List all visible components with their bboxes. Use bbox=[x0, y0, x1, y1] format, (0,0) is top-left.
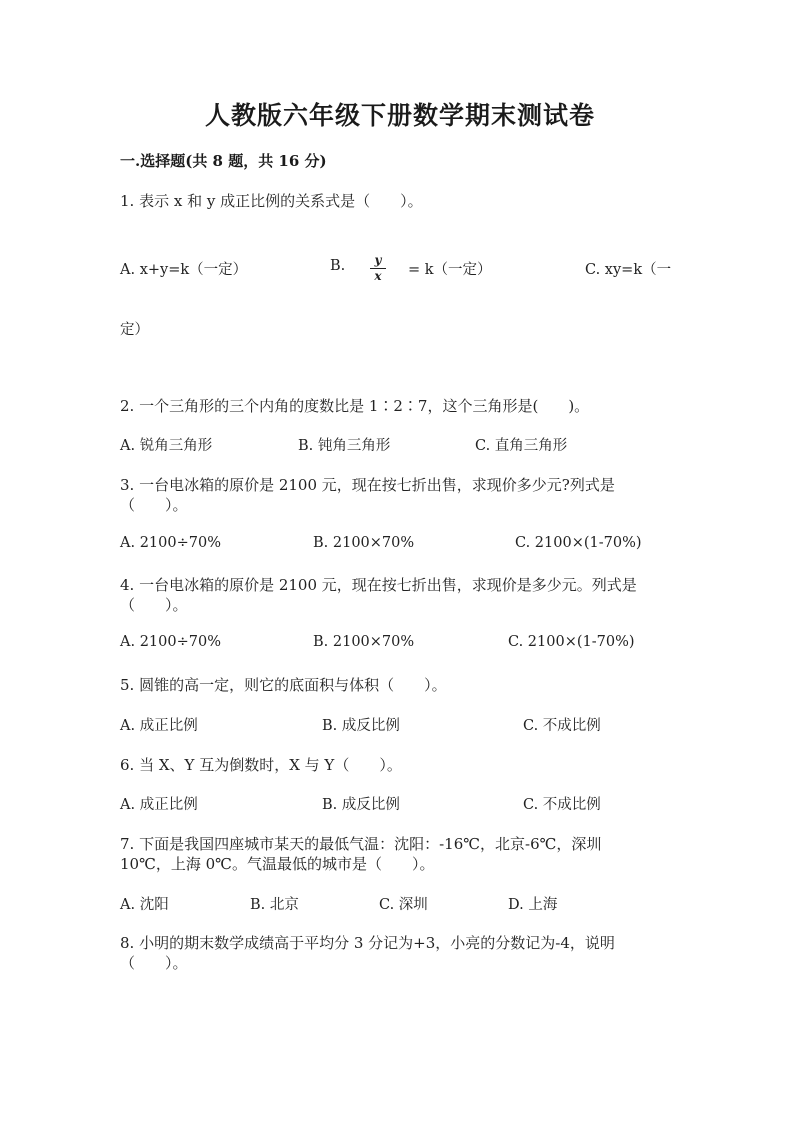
page-title: 人教版六年级下册数学期末测试卷 bbox=[204, 101, 595, 130]
question-1-option-c-continued: 定） bbox=[120, 322, 149, 338]
question-2-option-b: B. 钝角三角形 bbox=[298, 438, 391, 454]
question-3-stem-continued: （ ）。 bbox=[120, 496, 188, 514]
question-7-stem-continued: 10℃，上海 0℃。气温最低的城市是（ ）。 bbox=[120, 855, 435, 873]
question-7-option-a: A. 沈阳 bbox=[120, 897, 169, 913]
question-7-option-b: B. 北京 bbox=[250, 897, 299, 913]
fraction-numerator: y bbox=[374, 253, 382, 267]
question-7-stem: 7. 下面是我国四座城市某天的最低气温：沈阳：-16℃，北京-6℃，深圳 bbox=[120, 835, 602, 853]
question-3-stem: 3. 一台电冰箱的原价是 2100 元，现在按七折出售，求现价多少元?列式是 bbox=[120, 476, 615, 494]
question-4-option-b: B. 2100×70% bbox=[313, 634, 415, 650]
question-1-option-b-text: = k（一定） bbox=[408, 262, 492, 278]
question-1-option-b-label: B. bbox=[330, 258, 346, 274]
question-8-stem-continued: （ ）。 bbox=[120, 954, 188, 972]
question-5-option-c: C. 不成比例 bbox=[523, 718, 601, 734]
question-5-option-a: A. 成正比例 bbox=[120, 718, 198, 734]
section-heading: 一.选择题(共 8 题，共 16 分) bbox=[120, 152, 327, 170]
question-6-option-c: C. 不成比例 bbox=[523, 797, 601, 813]
question-2-option-a: A. 锐角三角形 bbox=[120, 438, 213, 454]
question-8-stem: 8. 小明的期末数学成绩高于平均分 3 分记为+3，小亮的分数记为-4，说明 bbox=[120, 934, 615, 952]
question-1-option-a: A. x+y=k（一定） bbox=[120, 262, 248, 278]
question-2-option-c: C. 直角三角形 bbox=[475, 438, 568, 454]
question-7-option-d: D. 上海 bbox=[508, 897, 558, 913]
question-4-stem-continued: （ ）。 bbox=[120, 596, 188, 614]
question-4-option-a: A. 2100÷70% bbox=[120, 634, 221, 650]
question-1-option-b-fraction bbox=[370, 254, 386, 283]
question-3-option-a: A. 2100÷70% bbox=[120, 535, 221, 551]
question-3-option-c: C. 2100×(1-70%) bbox=[515, 535, 642, 551]
question-1-stem: 1. 表示 x 和 y 成正比例的关系式是（ ）。 bbox=[120, 192, 423, 210]
question-7-option-c: C. 深圳 bbox=[379, 897, 428, 913]
question-4-option-c: C. 2100×(1-70%) bbox=[508, 634, 635, 650]
question-4-stem: 4. 一台电冰箱的原价是 2100 元，现在按七折出售，求现价是多少元。列式是 bbox=[120, 576, 637, 594]
question-2-stem: 2. 一个三角形的三个内角的度数比是 1∶2∶7，这个三角形是( )。 bbox=[120, 397, 590, 415]
question-3-option-b: B. 2100×70% bbox=[313, 535, 415, 551]
question-6-option-a: A. 成正比例 bbox=[120, 797, 198, 813]
question-6-stem: 6. 当 X、Y 互为倒数时，X 与 Y（ ）。 bbox=[120, 756, 402, 774]
question-5-stem: 5. 圆锥的高一定，则它的底面积与体积（ ）。 bbox=[120, 676, 447, 694]
question-1-option-c: C. xy=k（一 bbox=[585, 262, 672, 278]
fraction-denominator: x bbox=[374, 269, 382, 283]
question-6-option-b: B. 成反比例 bbox=[322, 797, 400, 813]
question-5-option-b: B. 成反比例 bbox=[322, 718, 400, 734]
